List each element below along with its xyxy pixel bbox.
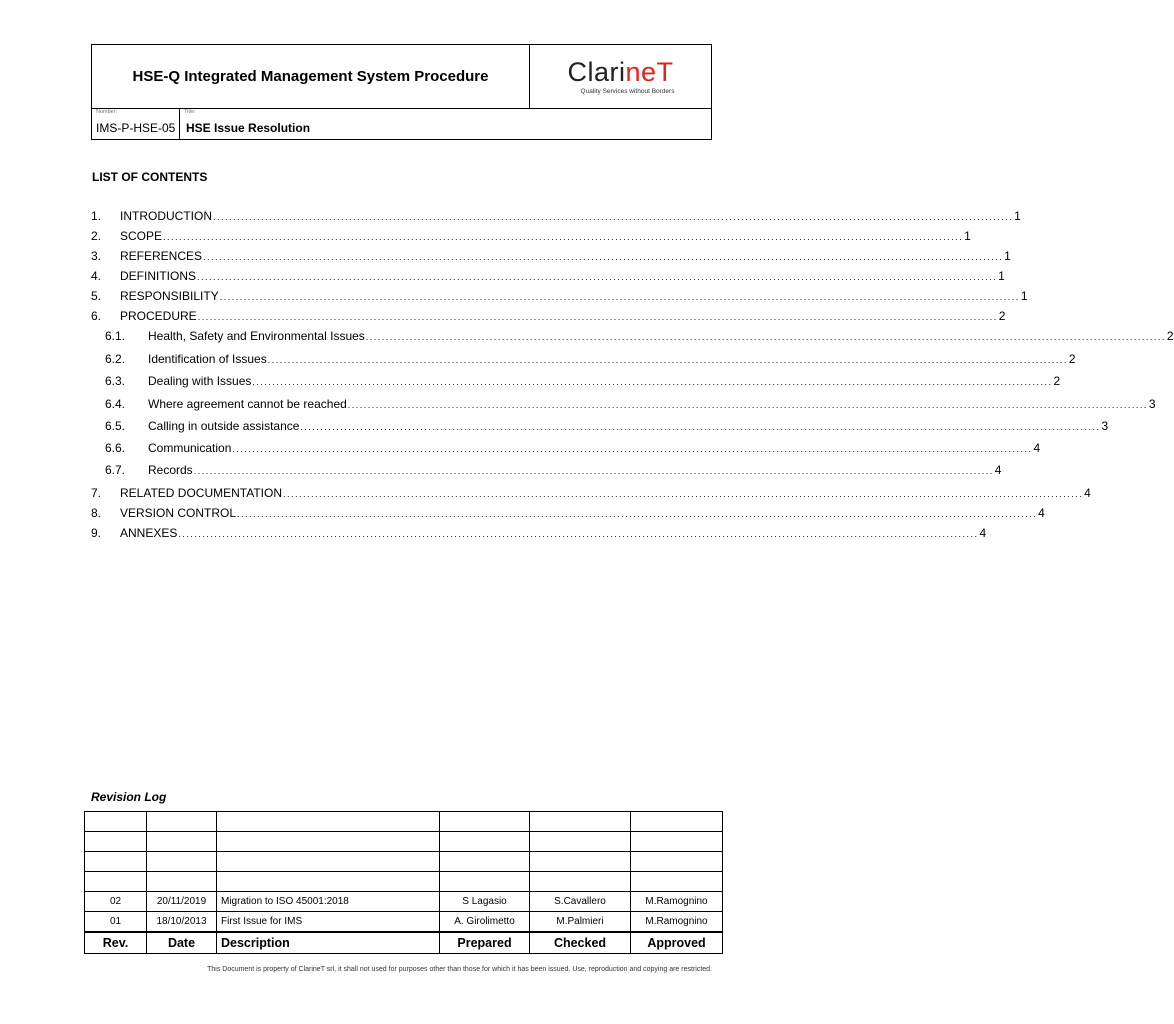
header-title: HSE-Q Integrated Management System Procedure <box>92 45 530 108</box>
approved-cell: M.Ramognino <box>631 892 723 912</box>
toc-entry-page: 2 <box>1068 352 1076 366</box>
table-header-row <box>85 932 723 954</box>
toc-entry-label: INTRODUCTION <box>120 209 212 223</box>
checked-cell: M.Palmieri <box>530 912 631 932</box>
toc-leader-dots: ........................................................................................................................................................................................................ <box>178 529 979 539</box>
toc-entry-label: DEFINITIONS <box>120 269 197 283</box>
footer-disclaimer: This Document is property of ClarineT srl, it shall not used for purposes other than those for which it has been issued. Use, reproduction and copying are restricted. <box>207 966 712 973</box>
toc-entry-label: Identification of Issues <box>148 352 267 366</box>
toc-entry-number: 6.1. <box>105 329 126 343</box>
toc-entry[interactable] <box>91 308 1006 324</box>
date-cell: 18/10/2013 <box>147 912 217 932</box>
toc-leader-dots: ........................................................................................................................................................................................................ <box>283 489 1084 499</box>
logo-wordmark: ClarineT <box>567 56 674 87</box>
prepared-cell: A. Girolimetto <box>440 912 530 932</box>
rev-cell: 01 <box>85 912 147 932</box>
toc-leader-dots: ........................................................................................................................................................................................................ <box>163 232 964 242</box>
toc-leader-dots: ........................................................................................................................................................................................................ <box>300 422 1101 432</box>
toc-entry[interactable] <box>91 485 1091 501</box>
toc-entry-label: Where agreement cannot be reached <box>148 397 347 411</box>
approved-cell: M.Ramognino <box>631 912 723 932</box>
rev-cell: 02 <box>85 892 147 912</box>
toc-leader-dots: ........................................................................................................................................................................................................ <box>219 292 1020 302</box>
header-rev: Rev. <box>85 932 147 954</box>
toc-entry-label: ANNEXES <box>120 526 178 540</box>
toc-entry-page: 1 <box>964 229 971 243</box>
toc-entry-label: PROCEDURE <box>120 309 197 323</box>
toc-entry-number: 7. <box>91 486 102 500</box>
toc-entry-page: 1 <box>1004 249 1011 263</box>
toc-entry-number: 6.3. <box>105 374 126 388</box>
toc-entry-page: 4 <box>1038 506 1045 520</box>
title-label: Title: <box>184 109 196 115</box>
description-cell: First Issue for IMS <box>217 912 440 932</box>
toc-entry-number: 3. <box>91 249 102 263</box>
toc-leader-dots: ........................................................................................................................................................................................................ <box>267 355 1068 365</box>
toc-leader-dots: ........................................................................................................................................................................................................ <box>193 466 994 476</box>
toc-entry[interactable] <box>105 462 1002 478</box>
description-cell: Migration to ISO 45001:2018 <box>217 892 440 912</box>
toc-leader-dots: ........................................................................................................................................................................................................ <box>237 509 1038 519</box>
toc-entry-label: Health, Safety and Environmental Issues <box>148 329 365 343</box>
toc-entry[interactable] <box>105 418 1109 434</box>
toc-entry-label: RESPONSIBILITY <box>120 289 219 303</box>
toc-entry[interactable] <box>105 328 1174 344</box>
toc-entry-page: 3 <box>1101 419 1109 433</box>
toc-entry[interactable] <box>105 351 1076 367</box>
toc-entry-page: 2 <box>1053 374 1061 388</box>
toc-entry-number: 6. <box>91 309 102 323</box>
toc-entry-label: SCOPE <box>120 229 163 243</box>
toc-entry-number: 6.5. <box>105 419 126 433</box>
toc-entry-number: 6.7. <box>105 463 126 477</box>
toc-entry[interactable] <box>105 440 1041 456</box>
toc-entry-number: 9. <box>91 526 102 540</box>
toc-entry[interactable] <box>91 525 987 541</box>
toc-leader-dots: ........................................................................................................................................................................................................ <box>365 332 1166 342</box>
document-title: HSE Issue Resolution <box>186 121 311 135</box>
toc-entry[interactable] <box>91 505 1045 521</box>
header-checked: Checked <box>530 932 631 954</box>
table-row <box>85 852 723 872</box>
toc-entry-label: VERSION CONTROL <box>120 506 237 520</box>
header-description: Description <box>217 932 440 954</box>
toc-entry[interactable] <box>91 268 1005 284</box>
header-date: Date <box>147 932 217 954</box>
toc-entry[interactable] <box>105 373 1061 389</box>
toc-entry-label: REFERENCES <box>120 249 203 263</box>
toc-entry-number: 2. <box>91 229 102 243</box>
toc-entry-page: 1 <box>1020 289 1028 303</box>
checked-cell: S.Cavallero <box>530 892 631 912</box>
toc-entry-label: RELATED DOCUMENTATION <box>120 486 283 500</box>
toc-entry-number: 1. <box>91 209 102 223</box>
header-prepared: Prepared <box>440 932 530 954</box>
toc-entry-label: Dealing with Issues <box>148 374 252 388</box>
toc-entry-number: 5. <box>91 289 102 303</box>
revision-log-label: Revision Log <box>91 790 167 804</box>
date-cell: 20/11/2019 <box>147 892 217 912</box>
toc-entry[interactable] <box>91 288 1028 304</box>
toc-entry-label: Records <box>148 463 193 477</box>
toc-entry[interactable] <box>91 208 1021 224</box>
toc-entry-page: 2 <box>1166 329 1174 343</box>
toc-entry-page: 1 <box>1014 209 1021 223</box>
toc-entry-page: 4 <box>1033 441 1041 455</box>
toc-heading: LIST OF CONTENTS <box>92 170 208 184</box>
number-label: Number: <box>96 109 118 115</box>
logo-tagline: Quality Services without Borders <box>580 87 675 95</box>
toc-leader-dots: ........................................................................................................................................................................................................ <box>197 272 998 282</box>
toc-entry-page: 1 <box>998 269 1005 283</box>
toc-entry-number: 6.4. <box>105 397 126 411</box>
toc-entry[interactable] <box>91 228 971 244</box>
toc-entry[interactable] <box>105 396 1156 412</box>
table-row <box>85 812 723 832</box>
table-of-contents <box>91 0 1174 560</box>
toc-leader-dots: ........................................................................................................................................................................................................ <box>347 400 1148 410</box>
toc-entry-page: 4 <box>994 463 1002 477</box>
toc-entry-page: 2 <box>998 309 1006 323</box>
table-row <box>85 872 723 892</box>
toc-entry-page: 4 <box>1084 486 1091 500</box>
toc-leader-dots: ........................................................................................................................................................................................................ <box>213 212 1014 222</box>
toc-leader-dots: ........................................................................................................................................................................................................ <box>252 377 1053 387</box>
toc-leader-dots: ........................................................................................................................................................................................................ <box>232 444 1033 454</box>
header-approved: Approved <box>631 932 723 954</box>
revision-log-table <box>84 811 723 954</box>
table-row <box>85 892 723 912</box>
prepared-cell: S Lagasio <box>440 892 530 912</box>
toc-entry-number: 6.2. <box>105 352 126 366</box>
toc-leader-dots: ........................................................................................................................................................................................................ <box>197 312 998 322</box>
toc-entry-label: Communication <box>148 441 232 455</box>
toc-entry-number: 4. <box>91 269 102 283</box>
toc-entry[interactable] <box>91 248 1011 264</box>
toc-entry-page: 4 <box>979 526 987 540</box>
table-row <box>85 912 723 932</box>
toc-leader-dots: ........................................................................................................................................................................................................ <box>203 252 1004 262</box>
toc-entry-label: Calling in outside assistance <box>148 419 300 433</box>
toc-entry-number: 6.6. <box>105 441 126 455</box>
document-number: IMS-P-HSE-05 <box>96 121 176 135</box>
toc-entry-page: 3 <box>1148 397 1156 411</box>
table-row <box>85 832 723 852</box>
toc-entry-number: 8. <box>91 506 102 520</box>
